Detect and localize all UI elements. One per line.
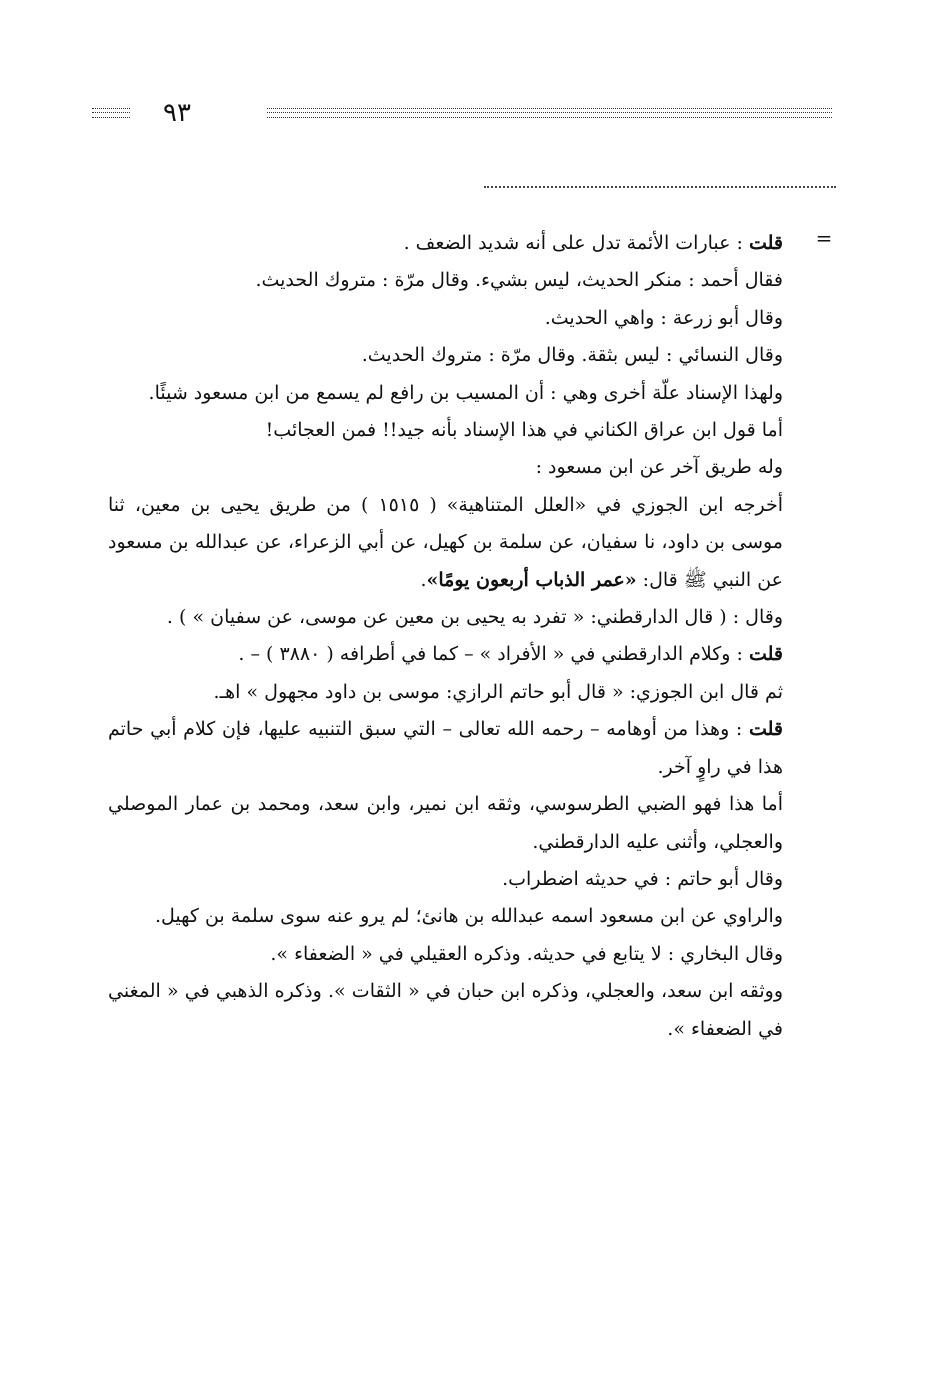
paragraph — [108, 861, 783, 898]
paragraph-text: أخرجه ابن الجوزي في «العلل المتناهية» ( ١٥١٥ ) من طريق يحيى بن معين، ثنا موسى بن داود، نا سفيان، عن سلمة بن كهيل، عن أبي الزعراء، عن عبدالله بن مسعود عن النبي ﷺ قال: — [108, 493, 783, 591]
paragraph-tail: . — [420, 568, 427, 591]
paragraph-label: قلت — [748, 643, 783, 666]
paragraph-text: وقال أبو زرعة : واهي الحديث. — [544, 306, 783, 329]
paragraph — [108, 786, 783, 861]
paragraph-text: : وكلام الدارقطني في « الأفراد » – كما في أطرافه ( ٣٨٨٠ ) – . — [238, 643, 749, 666]
paragraph-text: وقال البخاري : لا يتابع في حديثه. وذكره العقيلي في « الضعفاء ». — [270, 942, 783, 965]
footnote-body — [108, 225, 783, 1048]
paragraph — [108, 711, 783, 786]
paragraph — [108, 262, 783, 299]
paragraph — [108, 225, 783, 262]
paragraph — [108, 936, 783, 973]
paragraph — [108, 599, 783, 636]
hadith-quote: «عمر الذباب أربعون يومًا» — [426, 568, 637, 591]
page-header — [92, 98, 832, 130]
paragraph-text: ثم قال ابن الجوزي: « قال أبو حاتم الرازي: موسى بن داود مجهول » اهـ. — [213, 680, 783, 703]
footnote-separator — [484, 186, 836, 188]
continuation-mark: = — [815, 226, 833, 250]
paragraph-label: قلت — [748, 232, 783, 254]
paragraph-label: قلت — [748, 718, 783, 741]
paragraph — [108, 487, 783, 599]
paragraph-text: ولهذا الإسناد علّة أخرى وهي : أن المسيب بن رافع لم يسمع من ابن مسعود شيئًا. — [148, 381, 783, 404]
header-rule-short — [92, 108, 130, 118]
paragraph-text: : عبارات الأئمة تدل على أنه شديد الضعف . — [403, 232, 749, 254]
paragraph-text: : وهذا من أوهامه – رحمه الله تعالى – التي سبق التنبيه عليها، فإن كلام أبي حاتم هذا في راوٍ آخر. — [108, 718, 783, 778]
paragraph — [108, 300, 783, 337]
paragraph — [108, 412, 783, 449]
header-rule — [267, 108, 832, 118]
paragraph — [108, 674, 783, 711]
paragraph-text: وله طريق آخر عن ابن مسعود : — [535, 456, 783, 479]
paragraph — [108, 375, 783, 412]
paragraph-text: أما قول ابن عراق الكناني في هذا الإسناد بأنه جيد!! فمن العجائب! — [265, 419, 783, 442]
paragraph-text: ووثقه ابن سعد، والعجلي، وذكره ابن حبان في « الثقات ». وذكره الذهبي في « المغني في الضعفاء ». — [108, 980, 783, 1040]
paragraph-text: والراوي عن ابن مسعود اسمه عبدالله بن هانئ؛ لم يرو عنه سوى سلمة بن كهيل. — [154, 905, 783, 928]
paragraph — [108, 449, 783, 486]
paragraph — [108, 898, 783, 935]
paragraph — [108, 337, 783, 374]
paragraph-text: وقال : ( قال الدارقطني: « تفرد به يحيى بن معين عن موسى، عن سفيان » ) . — [166, 606, 783, 629]
paragraph — [108, 973, 783, 1048]
paragraph-text: أما هذا فهو الضبي الطرسوسي، وثقه ابن نمير، وابن سعد، ومحمد بن عمار الموصلي والعجلي، وأثنى عليه الدارقطني. — [108, 793, 783, 853]
paragraph-text: فقال أحمد : منكر الحديث، ليس بشيء. وقال مرّة : متروك الحديث. — [255, 269, 783, 292]
page-number: ٩٣ — [163, 98, 191, 128]
paragraph — [108, 636, 783, 673]
paragraph-text: وقال أبو حاتم : في حديثه اضطراب. — [502, 867, 783, 890]
paragraph-text: وقال النسائي : ليس بثقة. وقال مرّة : متروك الحديث. — [361, 344, 783, 367]
